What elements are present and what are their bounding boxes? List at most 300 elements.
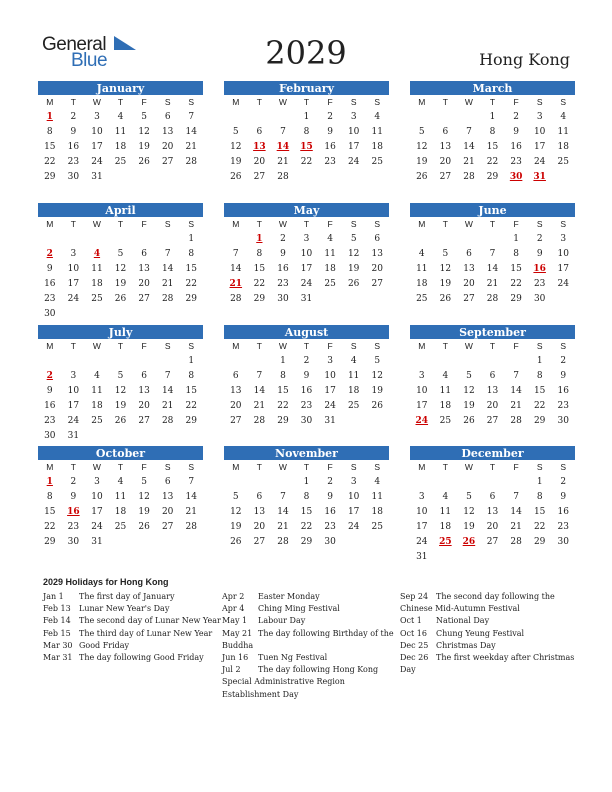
holiday-item xyxy=(400,615,580,627)
empty-day-cell xyxy=(156,232,180,247)
holiday-item xyxy=(400,652,580,676)
weekday-header-row xyxy=(410,95,575,110)
day-cell: 24 xyxy=(91,157,103,167)
weekday-label: S xyxy=(560,341,567,351)
empty-day-cell xyxy=(365,535,389,550)
empty-day-cell xyxy=(365,170,389,185)
week-row xyxy=(38,125,203,140)
empty-day-cell xyxy=(62,307,86,322)
month-name: December xyxy=(410,446,575,460)
week-row xyxy=(224,155,389,170)
day-cell: 13 xyxy=(230,386,242,396)
week-row xyxy=(38,277,203,292)
day-cell: 11 xyxy=(91,386,103,396)
empty-day-cell xyxy=(318,292,342,307)
day-cell: 28 xyxy=(463,172,475,182)
empty-day-cell xyxy=(109,354,133,369)
week-row xyxy=(224,232,389,247)
day-cell: 29 xyxy=(486,172,499,182)
weekday-label: S xyxy=(164,341,171,351)
empty-day-cell xyxy=(410,475,434,490)
day-cell: 20 xyxy=(138,401,150,411)
month-block xyxy=(38,203,203,322)
empty-day-cell xyxy=(504,354,528,369)
day-cell: 14 xyxy=(161,386,174,396)
day-cell: 23 xyxy=(533,279,546,289)
day-cell: 17 xyxy=(91,142,103,152)
week-row xyxy=(224,414,389,429)
day-cell: 31 xyxy=(300,294,313,304)
day-cell: 13 xyxy=(161,492,174,502)
day-cell: 22 xyxy=(44,522,56,532)
day-cell: 20 xyxy=(439,157,452,167)
brand-logo-word-general: General xyxy=(42,34,107,55)
holiday-name: Good Friday xyxy=(79,640,130,650)
day-cell: 19 xyxy=(371,386,383,396)
weekday-label: T xyxy=(117,462,124,472)
weekday-label: F xyxy=(141,219,147,229)
week-row xyxy=(410,125,575,140)
day-cell: 6 xyxy=(256,127,263,137)
day-cell: 9 xyxy=(536,249,543,259)
day-cell: 30 xyxy=(67,537,80,547)
week-row xyxy=(38,232,203,247)
day-cell: 11 xyxy=(371,492,383,502)
day-cell: 19 xyxy=(230,157,242,167)
weekday-label: T xyxy=(442,341,448,351)
day-cell: 29 xyxy=(533,537,546,547)
day-cell: 19 xyxy=(416,157,428,167)
empty-day-cell xyxy=(551,170,575,185)
holiday-day-cell: 4 xyxy=(93,249,101,259)
day-cell: 14 xyxy=(277,507,289,517)
empty-day-cell xyxy=(551,292,575,307)
weekday-label: S xyxy=(560,462,567,472)
day-cell: 21 xyxy=(510,522,522,532)
day-cell: 5 xyxy=(117,249,124,259)
day-cell: 7 xyxy=(232,249,239,259)
day-cell: 21 xyxy=(463,157,475,167)
month-name: July xyxy=(38,325,203,339)
week-row xyxy=(410,369,575,384)
day-cell: 11 xyxy=(439,386,452,396)
day-cell: 12 xyxy=(114,386,127,396)
holiday-day-cell: 14 xyxy=(276,142,290,152)
holiday-day-cell: 16 xyxy=(533,264,546,274)
holiday-item xyxy=(222,603,402,615)
week-row xyxy=(224,292,389,307)
week-row xyxy=(410,550,575,565)
day-cell: 6 xyxy=(442,127,449,137)
week-row xyxy=(224,247,389,262)
day-cell: 4 xyxy=(374,112,381,122)
weekday-label: M xyxy=(46,97,54,107)
week-row xyxy=(224,110,389,125)
holiday-day-cell: 15 xyxy=(300,142,313,152)
month-name: January xyxy=(38,81,203,95)
day-cell: 22 xyxy=(185,279,197,289)
day-cell: 9 xyxy=(327,492,333,502)
day-cell: 16 xyxy=(557,386,569,396)
weekday-label: W xyxy=(464,219,473,229)
day-cell: 27 xyxy=(486,537,499,547)
day-cell: 19 xyxy=(138,142,150,152)
day-cell: 18 xyxy=(114,507,127,517)
weekday-header-row xyxy=(38,339,203,354)
holidays-column xyxy=(400,591,580,676)
day-cell: 8 xyxy=(303,127,310,137)
empty-day-cell xyxy=(365,292,389,307)
day-cell: 5 xyxy=(442,249,449,259)
day-cell: 23 xyxy=(277,279,289,289)
day-cell: 26 xyxy=(347,279,360,289)
weekday-label: S xyxy=(350,219,357,229)
day-cell: 10 xyxy=(67,264,80,274)
week-row xyxy=(224,490,389,505)
week-row xyxy=(224,125,389,140)
empty-day-cell xyxy=(156,354,180,369)
month-block xyxy=(410,446,575,565)
weekday-label: M xyxy=(232,219,240,229)
day-cell: 2 xyxy=(513,112,519,122)
day-cell: 10 xyxy=(300,249,313,259)
day-cell: 3 xyxy=(350,477,357,487)
day-cell: 22 xyxy=(300,522,313,532)
weekday-label: M xyxy=(418,462,426,472)
day-cell: 11 xyxy=(439,507,452,517)
day-cell: 8 xyxy=(513,249,519,259)
holiday-item xyxy=(400,640,580,652)
weekday-label: W xyxy=(278,462,287,472)
day-cell: 4 xyxy=(94,371,100,381)
day-cell: 10 xyxy=(533,127,546,137)
day-cell: 16 xyxy=(324,142,336,152)
week-row xyxy=(38,505,203,520)
week-row xyxy=(410,354,575,369)
empty-day-cell xyxy=(271,110,295,125)
weekday-label: W xyxy=(92,341,101,351)
week-row xyxy=(224,262,389,277)
day-cell: 18 xyxy=(371,507,383,517)
week-row xyxy=(38,170,203,185)
empty-day-cell xyxy=(342,414,366,429)
day-cell: 28 xyxy=(185,157,197,167)
day-cell: 30 xyxy=(44,309,56,319)
day-cell: 21 xyxy=(277,157,289,167)
day-cell: 20 xyxy=(486,401,499,411)
week-row xyxy=(410,490,575,505)
weekday-label: F xyxy=(327,462,333,472)
day-cell: 25 xyxy=(114,157,127,167)
day-cell: 20 xyxy=(371,264,383,274)
day-cell: 10 xyxy=(347,127,360,137)
day-cell: 29 xyxy=(533,416,546,426)
holiday-name: The second day of Lunar New Year xyxy=(79,616,221,626)
empty-day-cell xyxy=(248,110,272,125)
weekday-label: T xyxy=(70,341,76,351)
weekday-label: M xyxy=(418,341,426,351)
day-cell: 12 xyxy=(371,371,383,381)
day-cell: 29 xyxy=(44,537,56,547)
day-cell: 1 xyxy=(188,234,195,244)
weekday-label: W xyxy=(464,97,473,107)
week-row xyxy=(224,475,389,490)
day-cell: 25 xyxy=(347,401,360,411)
day-cell: 24 xyxy=(300,279,313,289)
empty-day-cell xyxy=(109,232,133,247)
day-cell: 17 xyxy=(91,507,103,517)
day-cell: 26 xyxy=(114,416,127,426)
day-cell: 4 xyxy=(560,112,567,122)
brand-logo-word-blue: Blue xyxy=(71,50,108,71)
holiday-date: Mar 30 xyxy=(43,640,73,650)
day-cell: 7 xyxy=(466,127,472,137)
holiday-day-cell: 31 xyxy=(533,172,546,182)
day-cell: 2 xyxy=(536,234,543,244)
empty-day-cell xyxy=(132,354,156,369)
day-cell: 3 xyxy=(418,492,425,502)
day-cell: 5 xyxy=(232,127,239,137)
empty-day-cell xyxy=(85,232,109,247)
day-cell: 27 xyxy=(486,416,499,426)
day-cell: 18 xyxy=(416,279,428,289)
month-block xyxy=(224,446,389,550)
day-cell: 3 xyxy=(536,112,543,122)
day-cell: 28 xyxy=(253,416,266,426)
week-row xyxy=(410,262,575,277)
weekday-label: S xyxy=(350,462,357,472)
day-cell: 3 xyxy=(70,249,77,259)
weekday-label: W xyxy=(92,462,101,472)
day-cell: 29 xyxy=(300,537,313,547)
day-cell: 30 xyxy=(324,537,336,547)
empty-day-cell xyxy=(85,429,109,444)
day-cell: 1 xyxy=(280,356,286,366)
day-cell: 19 xyxy=(138,507,150,517)
week-row xyxy=(38,140,203,155)
day-cell: 26 xyxy=(138,522,150,532)
day-cell: 25 xyxy=(416,294,428,304)
week-row xyxy=(38,475,203,490)
weekday-label: T xyxy=(489,341,496,351)
day-cell: 13 xyxy=(138,386,150,396)
holiday-item xyxy=(222,664,402,701)
empty-day-cell xyxy=(365,414,389,429)
day-cell: 28 xyxy=(277,537,289,547)
holiday-name: Labour Day xyxy=(258,616,306,626)
day-cell: 12 xyxy=(138,127,150,137)
day-cell: 2 xyxy=(560,356,567,366)
week-row xyxy=(38,155,203,170)
weekday-label: M xyxy=(46,462,54,472)
day-cell: 26 xyxy=(114,294,127,304)
day-cell: 13 xyxy=(439,142,452,152)
day-cell: 18 xyxy=(91,279,103,289)
day-cell: 23 xyxy=(324,157,336,167)
day-cell: 27 xyxy=(138,294,150,304)
week-row xyxy=(224,369,389,384)
week-row xyxy=(38,110,203,125)
day-cell: 15 xyxy=(44,142,56,152)
day-cell: 12 xyxy=(230,142,242,152)
day-cell: 2 xyxy=(280,234,286,244)
day-cell: 22 xyxy=(486,157,499,167)
day-cell: 28 xyxy=(185,522,197,532)
weekday-label: M xyxy=(418,97,426,107)
holiday-name: Ching Ming Festival xyxy=(258,604,340,614)
weekday-label: F xyxy=(513,341,519,351)
month-block xyxy=(38,81,203,185)
month-name: November xyxy=(224,446,389,460)
weekday-label: T xyxy=(70,219,76,229)
weekday-label: W xyxy=(464,462,473,472)
day-cell: 15 xyxy=(533,507,546,517)
day-cell: 9 xyxy=(327,127,333,137)
day-cell: 17 xyxy=(557,264,569,274)
empty-day-cell xyxy=(504,550,528,565)
holiday-date: Apr 4 xyxy=(222,604,245,614)
weekday-label: T xyxy=(489,97,496,107)
weekday-header-row xyxy=(224,217,389,232)
day-cell: 9 xyxy=(46,386,53,396)
day-cell: 22 xyxy=(533,522,546,532)
holiday-name: Tuen Ng Festival xyxy=(258,653,328,663)
day-cell: 6 xyxy=(141,249,147,259)
day-cell: 9 xyxy=(280,249,286,259)
weekday-header-row xyxy=(38,217,203,232)
holiday-day-cell: 13 xyxy=(253,142,266,152)
day-cell: 7 xyxy=(513,492,519,502)
week-row xyxy=(410,155,575,170)
day-cell: 1 xyxy=(188,356,195,366)
empty-day-cell xyxy=(132,535,156,550)
day-cell: 6 xyxy=(489,492,496,502)
weekday-label: T xyxy=(303,462,310,472)
empty-day-cell xyxy=(481,550,505,565)
day-cell: 18 xyxy=(557,142,569,152)
week-row xyxy=(224,535,389,550)
day-cell: 5 xyxy=(418,127,425,137)
day-cell: 19 xyxy=(463,522,475,532)
day-cell: 7 xyxy=(280,127,286,137)
day-cell: 19 xyxy=(114,401,127,411)
day-cell: 30 xyxy=(300,416,313,426)
month-block xyxy=(410,325,575,429)
day-cell: 18 xyxy=(324,264,336,274)
day-cell: 23 xyxy=(67,157,80,167)
holiday-item xyxy=(43,615,223,627)
day-cell: 20 xyxy=(253,157,266,167)
day-cell: 16 xyxy=(44,279,56,289)
day-cell: 29 xyxy=(277,416,289,426)
week-row xyxy=(224,277,389,292)
day-cell: 31 xyxy=(324,416,336,426)
week-row xyxy=(410,140,575,155)
day-cell: 9 xyxy=(560,492,567,502)
day-cell: 1 xyxy=(489,112,496,122)
day-cell: 11 xyxy=(416,264,428,274)
holiday-item xyxy=(400,591,580,615)
day-cell: 27 xyxy=(230,416,242,426)
day-cell: 15 xyxy=(486,142,499,152)
empty-day-cell xyxy=(156,535,180,550)
day-cell: 9 xyxy=(46,264,53,274)
day-cell: 11 xyxy=(91,264,103,274)
day-cell: 21 xyxy=(486,279,499,289)
day-cell: 6 xyxy=(141,371,147,381)
day-cell: 15 xyxy=(510,264,522,274)
weekday-label: T xyxy=(489,219,496,229)
holiday-name: Chung Yeung Festival xyxy=(436,628,525,638)
day-cell: 28 xyxy=(510,416,522,426)
holiday-day-cell: 30 xyxy=(509,172,523,182)
holiday-name: National Day xyxy=(436,616,490,626)
month-name: April xyxy=(38,203,203,217)
day-cell: 4 xyxy=(350,356,357,366)
day-cell: 13 xyxy=(253,507,266,517)
day-cell: 2 xyxy=(327,477,333,487)
day-cell: 11 xyxy=(114,492,127,502)
empty-day-cell xyxy=(481,232,505,247)
day-cell: 7 xyxy=(188,112,195,122)
day-cell: 12 xyxy=(114,264,127,274)
week-row xyxy=(410,277,575,292)
empty-day-cell xyxy=(318,170,342,185)
month-block xyxy=(224,81,389,185)
day-cell: 14 xyxy=(510,386,522,396)
day-cell: 8 xyxy=(536,371,543,381)
day-cell: 1 xyxy=(303,477,310,487)
day-cell: 27 xyxy=(439,172,452,182)
week-row xyxy=(38,292,203,307)
week-row xyxy=(410,292,575,307)
day-cell: 26 xyxy=(463,416,475,426)
day-cell: 23 xyxy=(44,294,56,304)
weekday-label: S xyxy=(374,341,381,351)
day-cell: 6 xyxy=(164,477,171,487)
holiday-name: Lunar New Year's Day xyxy=(79,604,170,614)
weekday-label: S xyxy=(560,97,567,107)
weekday-label: F xyxy=(141,462,147,472)
day-cell: 25 xyxy=(371,522,383,532)
weekday-label: F xyxy=(327,97,333,107)
weekday-label: W xyxy=(278,341,287,351)
day-cell: 27 xyxy=(253,537,266,547)
empty-day-cell xyxy=(410,110,434,125)
day-cell: 17 xyxy=(324,386,336,396)
day-cell: 9 xyxy=(513,127,519,137)
day-cell: 13 xyxy=(486,507,499,517)
day-cell: 14 xyxy=(185,127,197,137)
day-cell: 13 xyxy=(486,386,499,396)
holiday-date: Dec 25 xyxy=(400,640,429,650)
day-cell: 24 xyxy=(324,401,336,411)
day-cell: 3 xyxy=(303,234,310,244)
day-cell: 25 xyxy=(371,157,383,167)
day-cell: 15 xyxy=(44,507,56,517)
empty-day-cell xyxy=(85,354,109,369)
day-cell: 10 xyxy=(557,249,569,259)
day-cell: 20 xyxy=(486,522,499,532)
empty-day-cell xyxy=(457,232,481,247)
day-cell: 18 xyxy=(347,386,360,396)
day-cell: 8 xyxy=(188,371,195,381)
holiday-date: Feb 15 xyxy=(43,628,71,638)
empty-day-cell xyxy=(342,170,366,185)
day-cell: 17 xyxy=(416,401,428,411)
holiday-date: Feb 14 xyxy=(43,616,71,626)
day-cell: 11 xyxy=(371,127,383,137)
